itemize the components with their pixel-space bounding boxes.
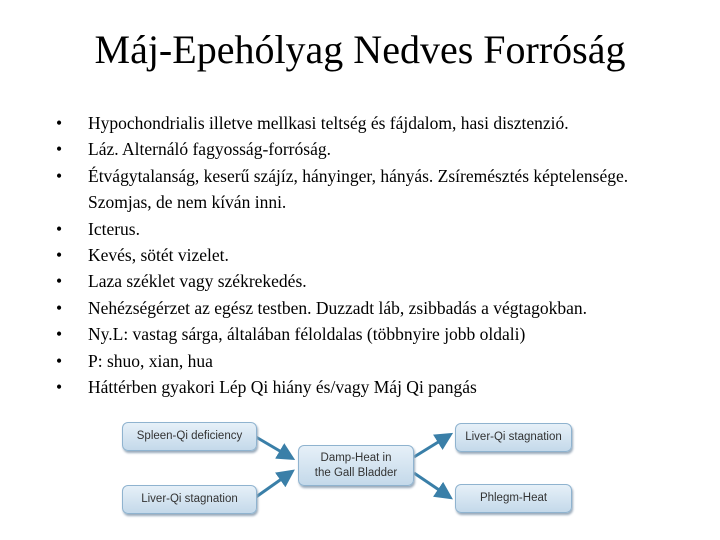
slide-title: Máj-Epehólyag Nedves Forróság <box>94 27 626 72</box>
list-item-text: Nehézségérzet az egész testben. Duzzadt láb, zsibbadás a végtagokban. <box>88 297 587 318</box>
node-text: the Gall Bladder <box>314 466 398 479</box>
bullet-icon: • <box>56 350 63 371</box>
list-item-text: Háttérben gyakori Lép Qi hiány és/vagy Máj Qi pangás <box>88 377 477 398</box>
list-item-text: Laza széklet vagy székrekedés. <box>88 271 307 292</box>
node-liver-qi-stagnation-effect: Liver-Qi stagnation <box>455 423 572 452</box>
arrow-center-to-effect1 <box>414 436 448 457</box>
list-item-text: Hypochondrialis illetve mellkasi teltség és fájdalom, hasi disztenzió. <box>88 113 569 133</box>
arrow-cause1-to-center <box>256 437 290 457</box>
list-item-text: Étvágytalanság, keserű szájíz, hányinger, hányás. Zsíremésztés képtelensége. Szomjas, de nem kíván inni. <box>88 165 629 213</box>
bullet-icon: • <box>56 165 63 186</box>
node-liver-qi-stagnation-cause: Liver-Qi stagnation <box>122 485 257 514</box>
arrow-cause2-to-center <box>256 473 290 497</box>
bullet-icon: • <box>56 324 63 345</box>
bullet-icon: • <box>56 245 63 266</box>
list-item-text: Kevés, sötét vizelet. <box>88 245 229 266</box>
bullet-icon: • <box>56 297 63 318</box>
bullet-icon: • <box>56 377 63 398</box>
bullet-icon: • <box>56 218 63 239</box>
arrow-center-to-effect2 <box>414 473 448 496</box>
list-item-text: Icterus. <box>88 218 140 239</box>
list-item-text: Láz. Alternáló fagyosság-forróság. <box>88 139 331 160</box>
list-item-text: P: shuo, xian, hua <box>88 350 213 371</box>
bullet-icon: • <box>56 271 63 292</box>
node-spleen-qi-deficiency: Spleen-Qi deficiency <box>122 422 257 451</box>
node-damp-heat-gall-bladder <box>298 445 414 486</box>
node-phlegm-heat: Phlegm-Heat <box>455 484 572 513</box>
node-text: Damp-Heat in <box>320 451 392 464</box>
bullet-icon: • <box>56 113 63 133</box>
list-item-text: Ny.L: vastag sárga, általában féloldalas (többnyire jobb oldali) <box>88 324 526 345</box>
bullet-icon: • <box>56 139 63 160</box>
